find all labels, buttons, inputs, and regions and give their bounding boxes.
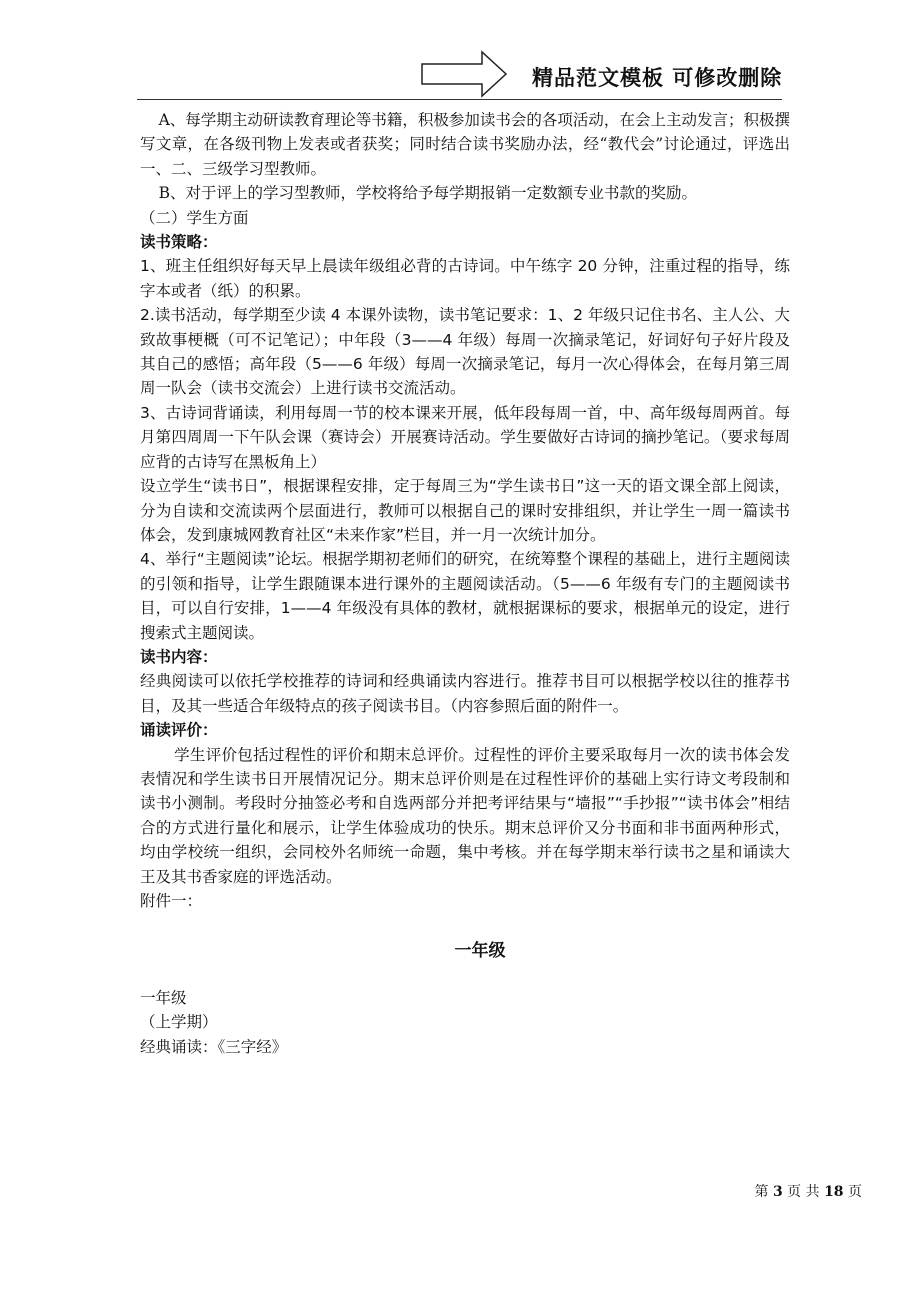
- header-divider: [137, 99, 782, 100]
- page-footer: [755, 1181, 863, 1201]
- footer-prefix: 第: [754, 1184, 769, 1200]
- reading-content-paragraph: 经典阅读可以依托学校推荐的诗词和经典诵读内容进行。推荐书目可以根据学校以往的推荐书目，及其一些适合年级特点的孩子阅读书目。（内容参照后面的附件一。: [140, 672, 790, 715]
- grade-title: 一年级: [454, 941, 506, 962]
- heading-reading-strategy: 读书策略：: [140, 233, 218, 252]
- grade-line: 一年级: [140, 988, 187, 1007]
- document-body: [140, 108, 790, 1059]
- heading-reading-content: 读书内容：: [140, 647, 218, 666]
- strategy-item-2: 2.读书活动，每学期至少读 4 本课外读物，读书笔记要求：1、2 年级只记住书名、主人公、大致故事梗概（可不记笔记）；中年段（3——4 年级）每周一次摘录笔记，好词好句子好片段及其自己的感悟；高年段（5——6 年级）每周一次摘录笔记，每月一次心得体会，在每月第三周周一队会（读书交流会）上进行读书交流活动。: [140, 306, 790, 398]
- footer-page-number: 3: [772, 1184, 783, 1200]
- paragraph-a: A、每学期主动研读教育理论等书籍，积极参加读书会的各项活动，在会上主动发言；积极撰写文章，在各级刊物上发表或者获奖；同时结合读书奖励办法，经“教代会”讨论通过，评选出一、二、三级学习型教师。: [140, 111, 790, 178]
- footer-mid: 页 共: [787, 1184, 820, 1200]
- appendix-label: 附件一：: [140, 892, 203, 910]
- footer-suffix: 页: [848, 1184, 862, 1200]
- classic-reading-line: 经典诵读：《三字经》: [140, 1037, 288, 1056]
- evaluation-paragraph: 学生评价包括过程性的评价和期末总评价。过程性的评价主要采取每月一次的读书体会发表情况和学生读书日开展情况记分。期末总评价则是在过程性评价的基础上实行诗文考段制和读书小测制。考段时分抽签必考和自选两部分并把考评结果与“墙报”“手抄报”“读书体会”相结合的方式进行量化和展示，让学生体验成功的快乐。期末总评价又分书面和非书面两种形式，均由学校统一组织，会同校外名师统一命题，集中考核。并在每学期末举行读书之星和诵读大王及其书香家庭的评选活动。: [140, 745, 790, 886]
- strategy-item-1: 1、班主任组织好每天早上晨读年级组必背的古诗词。中午练字 20 分钟，注重过程的指导，练字本或者（纸）的积累。: [140, 257, 790, 300]
- paragraph-b: B、对于评上的学习型教师，学校将给予每学期报销一定数额专业书款的奖励。: [158, 184, 697, 203]
- header-title: 精品范文模板 可修改删除: [532, 66, 783, 90]
- strategy-item-3: 3、古诗词背诵读，利用每周一节的校本课来开展，低年段每周一首，中、高年级每周两首。每月第四周周一下午队会课（赛诗会）开展赛诗活动。学生要做好古诗词的摘抄笔记。（要求每周应背的古诗写在黑板角上）: [140, 403, 790, 471]
- section-students: （二）学生方面: [140, 208, 249, 227]
- reading-day-paragraph: 设立学生“读书日”，根据课程安排，定于每周三为“学生读书日”这一天的语文课全部上阅读，分为自读和交流读两个层面进行，教师可以根据自己的课时安排组织，并让学生一周一篇读书体会，发到康城网教育社区“未来作家”栏目，并一月一次统计加分。: [140, 477, 790, 544]
- strategy-item-4: 4、举行“主题阅读”论坛。根据学期初老师们的研究，在统筹整个课程的基础上，进行主题阅读的引领和指导，让学生跟随课本进行课外的主题阅读活动。（5——6 年级有专门的主题阅读书目，可以自行安排，1——4 年级没有具体的教材，就根据课标的要求，根据单元的设定，进行搜索式主题阅读。: [140, 550, 790, 642]
- heading-recitation-evaluation: 诵读评价：: [140, 721, 218, 740]
- right-arrow-outline-icon: [420, 50, 508, 98]
- footer-total-pages: 18: [824, 1184, 844, 1200]
- term-line: （上学期）: [140, 1013, 218, 1032]
